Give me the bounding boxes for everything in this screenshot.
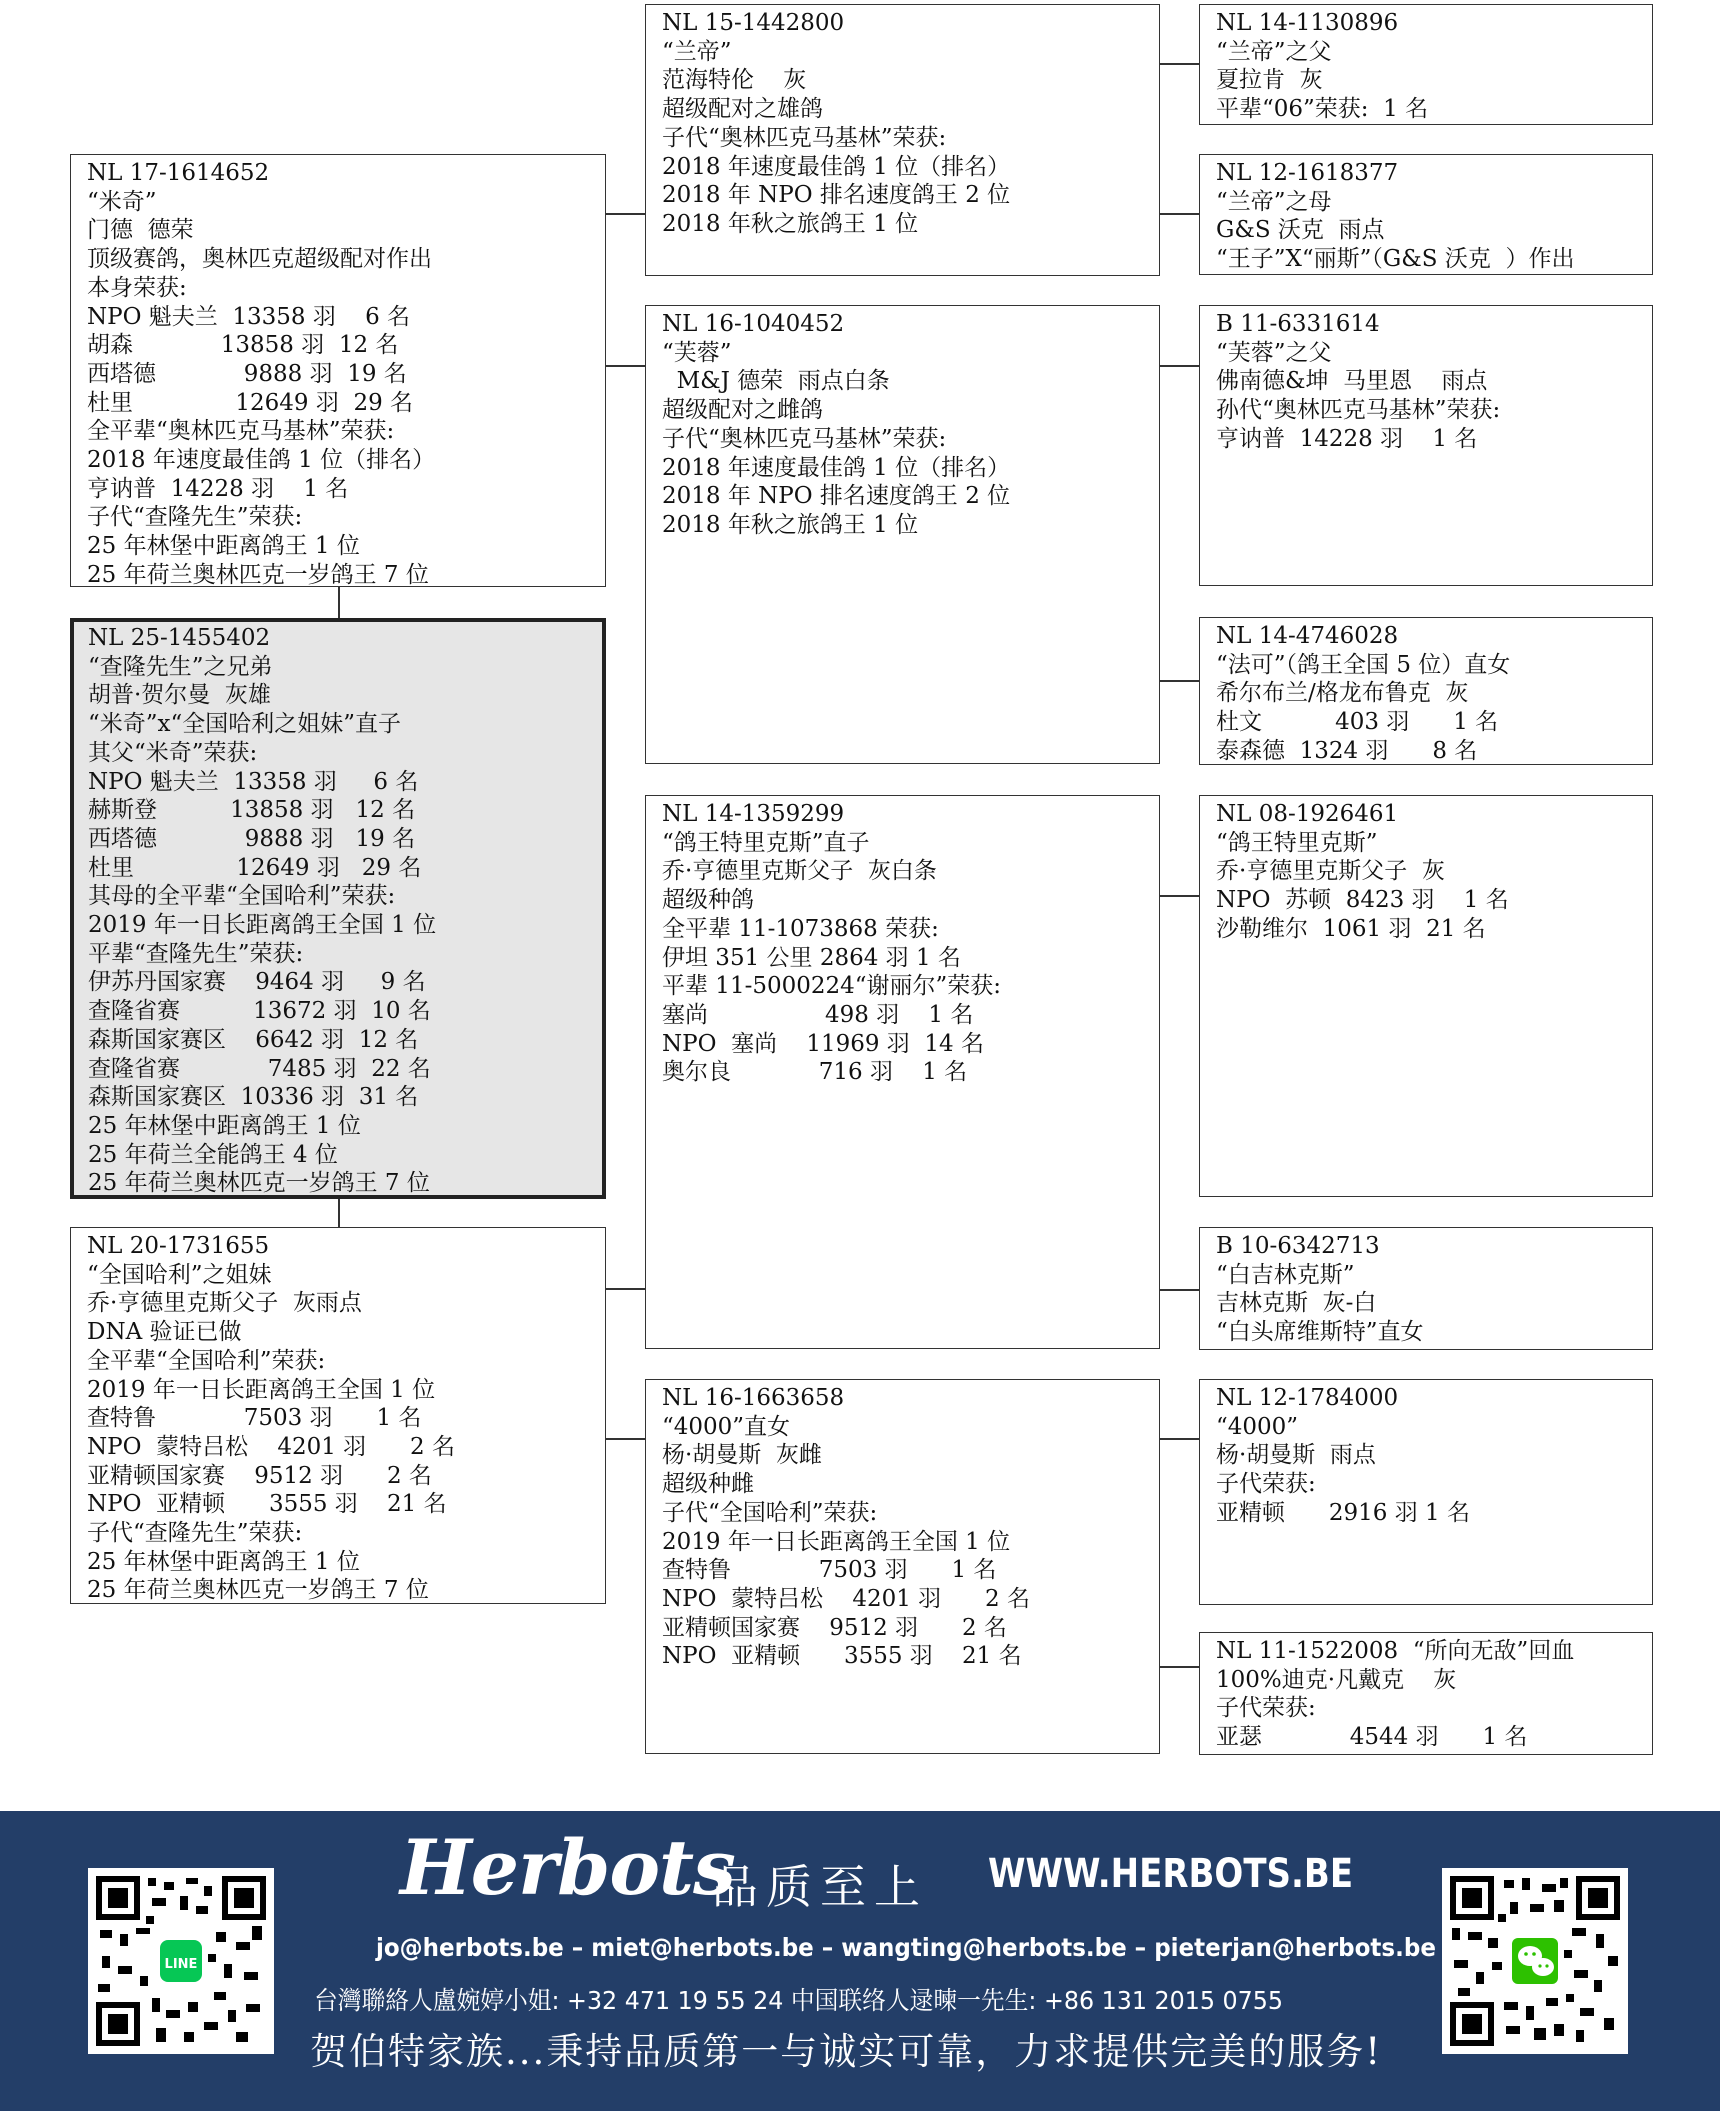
pedigree-line: 杜文 403 羽 1 名 [1216, 709, 1499, 736]
pedigree-line: 亨讷普 14228 羽 1 名 [87, 475, 349, 502]
pedigree-line: 查特鲁 7503 羽 1 名 [662, 1557, 997, 1584]
pedigree-line: 平辈“查隆先生”荣获: [88, 940, 304, 967]
pedigree-line: 胡普·贺尔曼 灰雄 [88, 682, 271, 709]
pedigree-line: 子代“查隆先生”荣获: [87, 504, 303, 531]
pedigree-line: 亨讷普 14228 羽 1 名 [1216, 425, 1478, 452]
pedigree-line: 赫斯登 13858 羽 12 名 [88, 797, 416, 824]
ring-number: NL 17-1614652 [87, 160, 270, 186]
pedigree-line: 西塔德 9888 羽 19 名 [88, 825, 416, 852]
ring-number: NL 08-1926461 [1216, 801, 1399, 827]
ring-number: NL 25-1455402 [88, 625, 271, 651]
ring-number: NL 11-1522008 “所向无敌”回血 [1216, 1638, 1575, 1664]
ring-number: NL 16-1663658 [662, 1385, 845, 1411]
sire-card [70, 154, 606, 587]
pedigree-line: 顶级赛鸽，奥林匹克超级配对作出 [87, 246, 432, 273]
connector-ss-ssd [1158, 213, 1200, 215]
pedigree-line: 25 年荷兰全能鸽王 4 位 [88, 1141, 338, 1168]
pedigree-line: 沙勒维尔 1061 羽 21 名 [1216, 915, 1486, 942]
pedigree-line: 孙代“奥林匹克马基林”荣获: [1216, 397, 1501, 424]
pedigree-line: 乔·亨德里克斯父子 灰 [1216, 858, 1445, 885]
herbots-logo: Herbots [400, 1823, 735, 1912]
pedigree-line: 亚精顿国家赛 9512 羽 2 名 [87, 1462, 432, 1489]
website-link[interactable]: WWW.HERBOTS.BE [988, 1851, 1354, 1897]
pedigree-line: “米奇” [87, 188, 157, 215]
pedigree-line: 森斯国家赛区 6642 羽 12 名 [88, 1026, 419, 1053]
sire-sire-dam-card [1199, 154, 1653, 275]
pedigree-line: 2018 年秋之旅鸽王 1 位 [662, 511, 919, 538]
pedigree-line: DNA 验证已做 [87, 1319, 242, 1346]
dam-sire-dam-card [1199, 1227, 1653, 1350]
connector-dam-dd [604, 1438, 646, 1440]
pedigree-line: 子代荣获: [1216, 1695, 1316, 1722]
pedigree-line: NPO 苏顿 8423 羽 1 名 [1216, 887, 1509, 914]
pedigree-line: 2019 年一日长距离鸽王全国 1 位 [88, 912, 437, 939]
pedigree-line: 全平辈“全国哈利”荣获: [87, 1347, 326, 1374]
subject-card [70, 618, 606, 1199]
pedigree-line: 亚精顿国家赛 9512 羽 2 名 [662, 1614, 1007, 1641]
pedigree-line: “兰帝”之母 [1216, 188, 1332, 215]
pedigree-line: 塞尚 498 羽 1 名 [662, 1001, 974, 1028]
dam-dam-sire-card [1199, 1379, 1653, 1605]
pedigree-line: 子代“奥林匹克马基林”荣获: [662, 124, 947, 151]
pedigree-line: 泰森德 1324 羽 8 名 [1216, 737, 1478, 764]
pedigree-line: “米奇”x“全国哈利之姐妹”直子 [88, 711, 402, 738]
pedigree-line: 杨·胡曼斯 灰雌 [662, 1442, 822, 1469]
ring-number: NL 12-1618377 [1216, 160, 1399, 186]
connector-sd-sds [1158, 365, 1200, 367]
pedigree-line: 查特鲁 7503 羽 1 名 [87, 1405, 422, 1432]
dam-card [70, 1227, 606, 1604]
connector-subject-dam [338, 1198, 340, 1228]
connector-ds-dss [1158, 895, 1200, 897]
ring-number: B 11-6331614 [1216, 311, 1380, 337]
ring-number: NL 14-4746028 [1216, 623, 1399, 649]
connector-sire-ss [604, 213, 646, 215]
pedigree-line: 子代“全国哈利”荣获: [662, 1499, 878, 1526]
pedigree-line: 奥尔良 716 羽 1 名 [662, 1059, 968, 1086]
dam-sire-sire-card [1199, 795, 1653, 1197]
pedigree-line: 乔·亨德里克斯父子 灰白条 [662, 858, 937, 885]
qr-pattern [1450, 1876, 1620, 2046]
pedigree-line: 全平辈 11-1073868 荣获: [662, 915, 939, 942]
pedigree-line: 杜里 12649 羽 29 名 [87, 389, 414, 416]
pedigree-line: 100%迪克·凡戴克 灰 [1216, 1666, 1457, 1693]
pedigree-line: 超级种鸽 [662, 887, 754, 914]
pedigree-line: M&J 德荣 雨点白条 [662, 368, 890, 395]
pedigree-line: 子代荣获: [1216, 1471, 1316, 1498]
pedigree-line: 伊苏丹国家赛 9464 羽 9 名 [88, 969, 426, 996]
qr-code-line[interactable] [88, 1868, 274, 2054]
connector-sire-sd [604, 365, 646, 367]
pedigree-line: NPO 蒙特吕松 4201 羽 2 名 [87, 1433, 455, 1460]
sire-sire-card [645, 4, 1160, 276]
pedigree-line: 平辈“06”荣获: 1 名 [1216, 96, 1429, 123]
dam-dam-card [645, 1379, 1160, 1754]
pedigree-line: 查隆省赛 7485 羽 22 名 [88, 1055, 431, 1082]
pedigree-line: “白吉林克斯” [1216, 1261, 1355, 1288]
pedigree-line: 森斯国家赛区 10336 羽 31 名 [88, 1084, 419, 1111]
pedigree-line: “4000” [1216, 1413, 1299, 1440]
pedigree-line: “查隆先生”之兄弟 [88, 653, 273, 680]
pedigree-line: NPO 亚精顿 3555 羽 21 名 [87, 1491, 447, 1518]
pedigree-line: 胡森 13858 羽 12 名 [87, 332, 399, 359]
connector-dd-ddd [1158, 1666, 1200, 1668]
connector-subject-sire [338, 586, 340, 620]
pedigree-line: 2018 年速度最佳鸽 1 位（排名） [662, 153, 1011, 180]
ring-number: NL 16-1040452 [662, 311, 845, 337]
pedigree-line: 吉林克斯 灰-白 [1216, 1290, 1377, 1317]
pedigree-line: NPO 亚精顿 3555 羽 21 名 [662, 1643, 1022, 1670]
pedigree-line: 全平辈“奥林匹克马基林”荣获: [87, 418, 395, 445]
pedigree-line: 2018 年 NPO 排名速度鸽王 2 位 [662, 182, 1011, 209]
brand-tagline: 品质至上 [712, 1860, 928, 1914]
pedigree-line: 亚瑟 4544 羽 1 名 [1216, 1724, 1528, 1751]
pedigree-line: 其父“米奇”荣获: [88, 739, 258, 766]
pedigree-line: NPO 魁夫兰 13358 羽 6 名 [88, 768, 419, 795]
pedigree-line: 2019 年一日长距离鸽王全国 1 位 [662, 1528, 1011, 1555]
pedigree-line: “4000”直女 [662, 1413, 791, 1440]
ring-number: NL 15-1442800 [662, 10, 845, 36]
pedigree-line: 25 年荷兰奥林匹克一岁鸽王 7 位 [88, 1170, 430, 1197]
dam-sire-card [645, 795, 1160, 1349]
connector-dd-dds [1158, 1438, 1200, 1440]
contact-phones: 台灣聯絡人盧婉婷小姐: +32 471 19 55 24 中国联络人逯暕一先生: +86 131 2015 0755 [314, 1986, 1283, 2015]
pedigree-line: “芙蓉”之父 [1216, 339, 1332, 366]
pedigree-line: “全国哈利”之姐妹 [87, 1261, 272, 1288]
pedigree-line: NPO 魁夫兰 13358 羽 6 名 [87, 303, 411, 330]
dam-dam-dam-card [1199, 1632, 1653, 1755]
pedigree-line: 伊坦 351 公里 2864 羽 1 名 [662, 944, 961, 971]
pedigree-line: 其母的全平辈“全国哈利”荣获: [88, 883, 396, 910]
ring-number: NL 20-1731655 [87, 1233, 270, 1259]
pedigree-line: 平辈 11-5000224“谢丽尔”荣获: [662, 973, 1002, 1000]
pedigree-line: “芙蓉” [662, 339, 732, 366]
pedigree-line: 本身荣获: [87, 274, 187, 301]
pedigree-line: 西塔德 9888 羽 19 名 [87, 360, 407, 387]
pedigree-line: 25 年林堡中距离鸽王 1 位 [88, 1112, 361, 1139]
pedigree-line: 2018 年秋之旅鸽王 1 位 [662, 210, 919, 237]
pedigree-line: 亚精顿 2916 羽 1 名 [1216, 1499, 1470, 1526]
pedigree-line: G&S 沃克 雨点 [1216, 217, 1385, 244]
pedigree-line: 25 年林堡中距离鸽王 1 位 [87, 533, 360, 560]
pedigree-line: 夏拉肯 灰 [1216, 67, 1323, 94]
pedigree-line: 超级配对之雌鸽 [662, 397, 823, 424]
pedigree-line: “法可”（鸽王全国 5 位）直女 [1216, 651, 1511, 678]
pedigree-line: 杜里 12649 羽 29 名 [88, 854, 422, 881]
pedigree-line: 查隆省赛 13672 羽 10 名 [88, 998, 431, 1025]
pedigree-line: 门德 德荣 [87, 217, 194, 244]
qr-code-wechat[interactable] [1442, 1868, 1628, 2054]
pedigree-line: “鸽王特里克斯”直子 [662, 829, 870, 856]
sire-dam-card [645, 305, 1160, 764]
pedigree-line: “王子”X“丽斯”（G&S 沃克 ）作出 [1216, 246, 1575, 273]
pedigree-line: 25 年荷兰奥林匹克一岁鸽王 7 位 [87, 561, 429, 587]
sire-sire-sire-card [1199, 4, 1653, 125]
sire-dam-dam-card [1199, 617, 1653, 765]
email-list[interactable]: jo@herbots.be – miet@herbots.be – wangting@herbots.be – pieterjan@herbots.be [376, 1933, 1436, 1962]
ring-number: NL 12-1784000 [1216, 1385, 1399, 1411]
pedigree-line: NPO 塞尚 11969 羽 14 名 [662, 1030, 984, 1057]
pedigree-line: “鸽王特里克斯” [1216, 829, 1378, 856]
pedigree-line: 希尔布兰/格龙布鲁克 灰 [1216, 680, 1469, 707]
pedigree-line: 乔·亨德里克斯父子 灰雨点 [87, 1290, 362, 1317]
footer-banner [0, 1811, 1720, 2111]
pedigree-line: “兰帝”之父 [1216, 38, 1332, 65]
ring-number: B 10-6342713 [1216, 1233, 1380, 1259]
connector-sd-sdd [1158, 680, 1200, 682]
pedigree-line: 2018 年速度最佳鸽 1 位（排名） [662, 454, 1011, 481]
pedigree-line: 25 年林堡中距离鸽王 1 位 [87, 1548, 360, 1575]
line-icon: LINE [164, 1957, 198, 1972]
pedigree-line: NPO 蒙特吕松 4201 羽 2 名 [662, 1585, 1030, 1612]
connector-ds-dsd [1158, 1289, 1200, 1291]
pedigree-line: “兰帝” [662, 38, 732, 65]
pedigree-line: 范海特伦 灰 [662, 67, 807, 94]
footer-slogan: 贺伯特家族...秉持品质第一与诚实可靠，力求提供完美的服务! [310, 2030, 1383, 2073]
pedigree-line: 25 年荷兰奥林匹克一岁鸽王 7 位 [87, 1577, 429, 1604]
pedigree-line: 子代“查隆先生”荣获: [87, 1520, 303, 1547]
pedigree-line: 子代“奥林匹克马基林”荣获: [662, 425, 947, 452]
pedigree-line: 杨·胡曼斯 雨点 [1216, 1442, 1376, 1469]
pedigree-line: “白头席维斯特”直女 [1216, 1319, 1424, 1346]
qr-pattern [96, 1876, 266, 2046]
pedigree-line: 超级种雌 [662, 1471, 754, 1498]
pedigree-line: 佛南德&坤 马里恩 雨点 [1216, 368, 1488, 395]
pedigree-line: 2018 年 NPO 排名速度鸽王 2 位 [662, 483, 1011, 510]
pedigree-line: 2019 年一日长距离鸽王全国 1 位 [87, 1376, 436, 1403]
pedigree-line: 2018 年速度最佳鸽 1 位（排名） [87, 447, 436, 474]
ring-number: NL 14-1359299 [662, 801, 845, 827]
connector-ss-sss [1158, 63, 1200, 65]
ring-number: NL 14-1130896 [1216, 10, 1399, 36]
connector-dam-ds [604, 1288, 646, 1290]
sire-dam-sire-card [1199, 305, 1653, 586]
pedigree-line: 超级配对之雄鸽 [662, 96, 823, 123]
